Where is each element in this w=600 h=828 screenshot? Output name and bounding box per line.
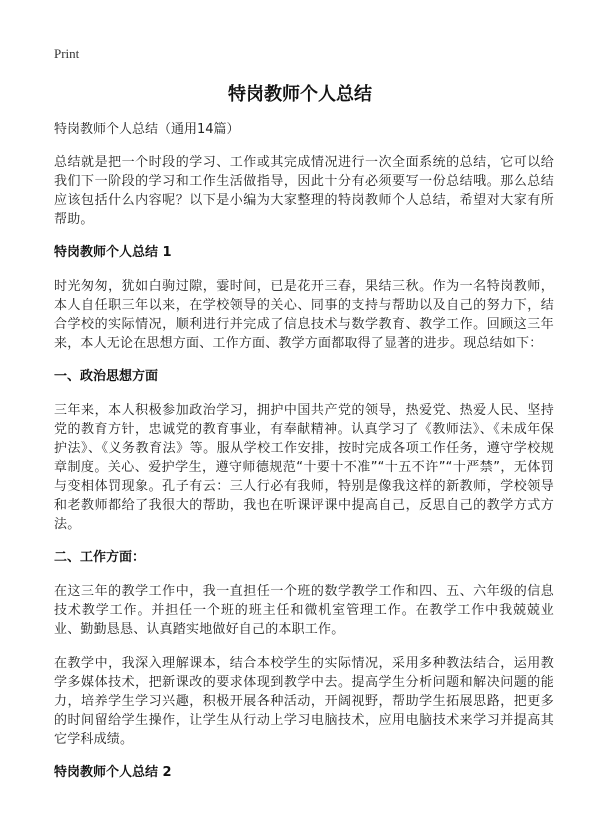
document-subtitle: 特岗教师个人总结（通用14篇） <box>54 122 240 137</box>
section-heading-1: 特岗教师个人总结 1 <box>54 245 172 260</box>
page-title: 特岗教师个人总结 <box>228 84 372 105</box>
work-paragraph-2: 在教学中，我深入理解课本，结合本校学生的实际情况，采用多种教法结合，运用教学多媒体技术，把新课改的要求体现到教学中去。提高学生分析问题和解决问题的能力，培养学生学习兴趣，积极开展各种活动，开阔视野，帮助学生拓展思路，把更多的时间留给学生操作，让学生从行动上学习电脑技术，应用电脑技术来学习并提高其它学科成绩。 <box>54 656 554 747</box>
print-link[interactable]: Print <box>54 46 80 61</box>
politics-heading: 一、政治思想方面 <box>54 369 159 384</box>
document-body <box>54 121 554 797</box>
section-heading-2: 特岗教师个人总结 2 <box>54 765 172 780</box>
politics-paragraph: 三年来，本人积极参加政治学习，拥护中国共产党的领导，热爱党、热爱人民、坚持党的教育方针，忠诚党的教育事业，有奉献精神。认真学习了《教师法》、《未成年保护法》、《义务教育法》等。服从学校工作安排，按时完成各项工作任务，遵守学校规章制度。关心、爱护学生，遵守师德规范“十要十不准”“十五不许”“十严禁”，无体罚与变相体罚现象。孔子有云：三人行必有我师，特别是像我这样的新教师，学校领导和老教师都给了我很大的帮助，我也在听课评课中提高自己，反思自己的教学方式方法。 <box>54 403 554 532</box>
work-heading: 二、工作方面： <box>54 550 146 565</box>
section-1-paragraph-1: 时光匆匆，犹如白驹过隙，霎时间，已是花开三春，果结三秋。作为一名特岗教师，本人自任职三年以来，在学校领导的关心、同事的支持与帮助以及自己的努力下，结合学校的实际情况，顺利进行并完成了信息技术与数学教育、教学工作。回顾这三年来，本人无论在思想方面、工作方面、教学方面都取得了显著的进步。现总结如下： <box>54 279 554 351</box>
work-paragraph-1: 在这三年的教学工作中，我一直担任一个班的数学教学工作和四、五、六年级的信息技术教学工作。并担任一个班的班主任和微机室管理工作。在教学工作中我兢兢业业、勤勤恳恳、认真踏实地做好自己的本职工作。 <box>54 584 554 637</box>
intro-paragraph: 总结就是把一个时段的学习、工作或其完成情况进行一次全面系统的总结，它可以给我们下一阶段的学习和工作生活做指导，因此十分有必须要写一份总结哦。那么总结应该包括什么内容呢？以下是小编为大家整理的特岗教师个人总结，希望对大家有所帮助。 <box>54 155 554 227</box>
